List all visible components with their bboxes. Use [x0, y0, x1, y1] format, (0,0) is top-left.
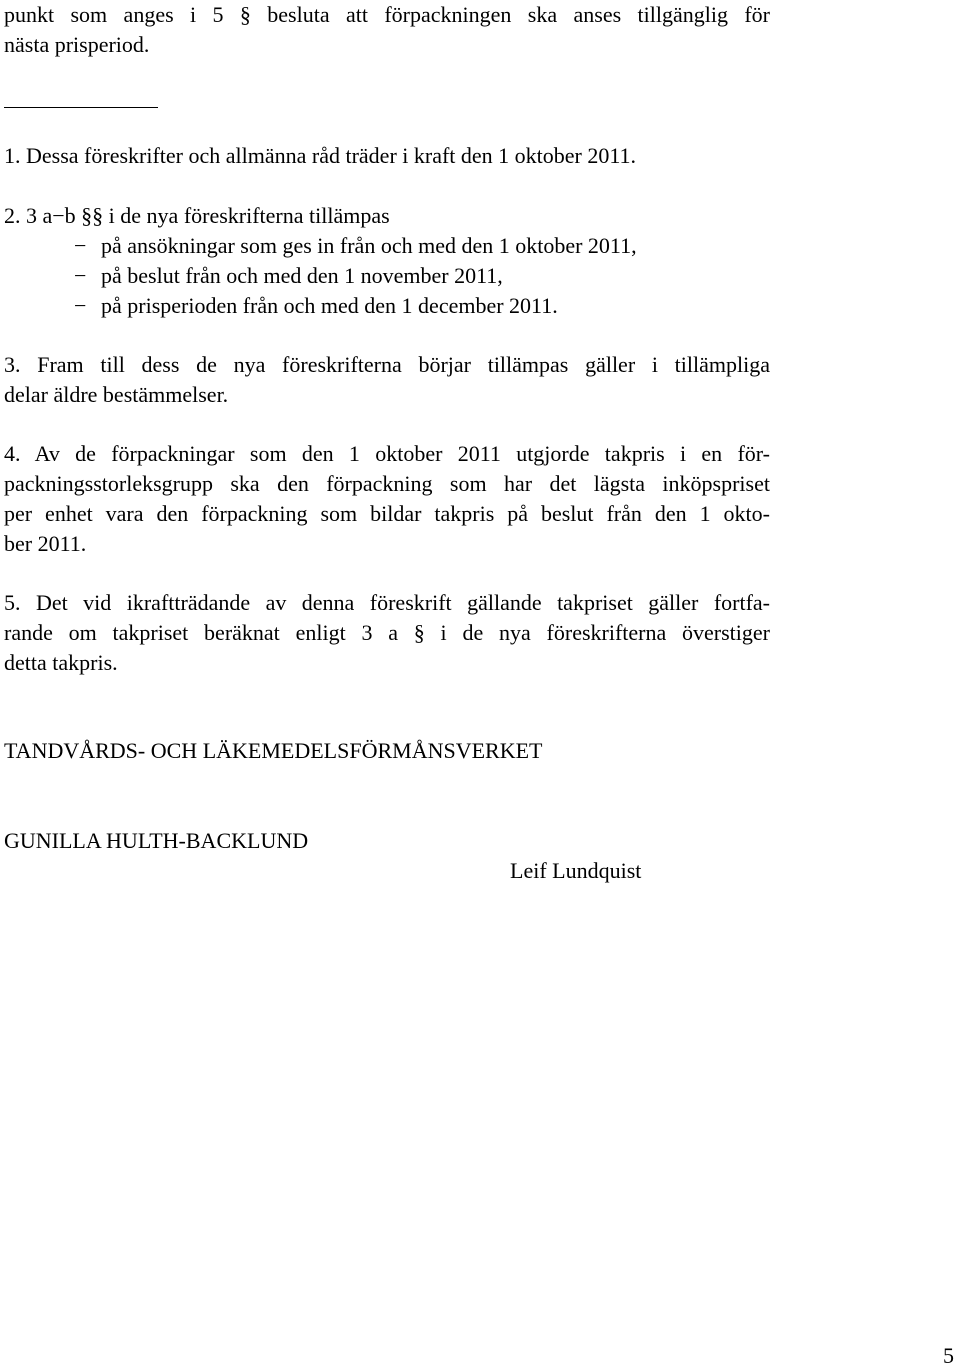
dash-marker: − [74, 233, 87, 258]
item-line: 3. Fram till dess de nya föreskrifterna börjar tillämpas gäller i tillämpliga [4, 352, 770, 377]
bullet-text: på ansökningar som ges in från och med den 1 oktober 2011, [101, 233, 637, 258]
signatory-secondary: Leif Lundquist [510, 858, 642, 883]
item-line: ber 2011. [4, 531, 87, 556]
intro-line: punkt som anges i 5 § besluta att förpackningen ska anses tillgänglig för [4, 2, 770, 27]
bullet-item [4, 261, 770, 291]
intro-paragraph [4, 0, 770, 60]
item-text: 1. Dessa föreskrifter och allmänna råd träder i kraft den 1 oktober 2011. [4, 143, 637, 168]
item-line: delar äldre bestämmelser. [4, 382, 229, 407]
intro-line: nästa prisperiod. [4, 32, 150, 57]
item-lead: 2. 3 a−b §§ i de nya föreskrifterna tillämpas [4, 203, 390, 228]
item-line: 5. Det vid ikraftträdande av denna föreskrift gällande takpriset gäller fortfa- [4, 590, 770, 615]
transitional-item-3 [4, 350, 770, 410]
item-line: detta takpris. [4, 650, 118, 675]
item-line: 4. Av de förpackningar som den 1 oktober 2011 utgjorde takpris i en för- [4, 441, 770, 466]
transitional-item-1 [4, 141, 770, 171]
agency-name: TANDVÅRDS- OCH LÄKEMEDELSFÖRMÅNSVERKET [4, 738, 543, 763]
signatory-primary: GUNILLA HULTH-BACKLUND [4, 828, 309, 853]
bullet-item [4, 291, 770, 321]
page-number: 5 [943, 1343, 954, 1368]
dash-marker: − [74, 263, 87, 288]
item-line: per enhet vara den förpackning som bildar takpris på beslut från den 1 okto- [4, 501, 770, 526]
bullet-text: på prisperioden från och med den 1 december 2011. [101, 293, 558, 318]
dash-marker: − [74, 293, 87, 318]
separator-rule [4, 107, 158, 108]
item-line: rande om takpriset beräknat enligt 3 a § i de nya föreskrifterna överstiger [4, 620, 770, 645]
transitional-item-2 [4, 201, 770, 321]
item-line: packningsstorleksgrupp ska den förpackning som har det lägsta inköpspriset [4, 471, 770, 496]
bullet-item [4, 231, 770, 261]
transitional-item-4 [4, 439, 770, 559]
transitional-item-5 [4, 588, 770, 678]
bullet-text: på beslut från och med den 1 november 2011, [101, 263, 503, 288]
